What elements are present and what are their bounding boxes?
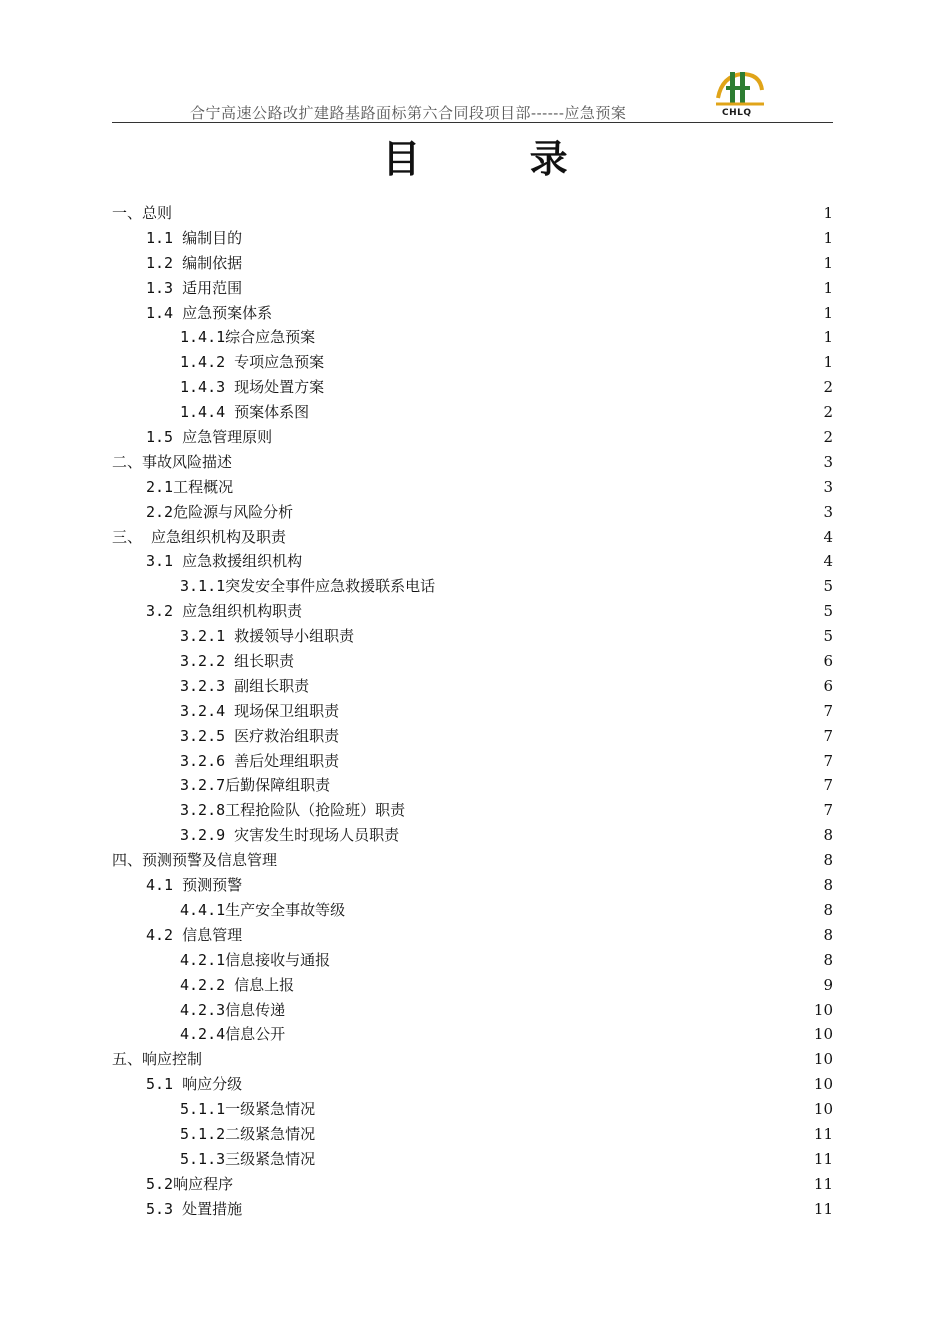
toc-entry[interactable] xyxy=(112,724,833,749)
toc-entry[interactable] xyxy=(112,973,833,998)
toc-entry[interactable] xyxy=(112,998,833,1023)
toc-entry-label: 1.4.3 现场处置方案 xyxy=(180,378,325,397)
toc-entry-page: 10 xyxy=(813,1075,833,1094)
toc-entry[interactable] xyxy=(112,798,833,823)
toc-entry-label: 5.1.2二级紧急情况 xyxy=(180,1124,316,1143)
toc-entry-page: 10 xyxy=(813,1000,833,1019)
toc-entry[interactable] xyxy=(112,624,833,649)
toc-entry[interactable] xyxy=(112,674,833,699)
toc-entry[interactable] xyxy=(112,574,833,599)
toc-entry-label: 1.4.4 预案体系图 xyxy=(180,403,310,422)
toc-entry-page: 11 xyxy=(813,1174,833,1193)
toc-entry[interactable] xyxy=(112,1097,833,1122)
toc-entry[interactable] xyxy=(112,599,833,624)
toc-entry-page: 7 xyxy=(823,726,833,745)
toc-entry-label: 5.1.1一级紧急情况 xyxy=(180,1100,316,1119)
toc-entry[interactable] xyxy=(112,823,833,848)
toc-entry-label: 1.5 应急管理原则 xyxy=(146,428,273,447)
toc-entry[interactable] xyxy=(112,1122,833,1147)
toc-entry-page: 3 xyxy=(823,452,833,471)
toc-entry-label: 四、预测预警及信息管理 xyxy=(112,851,278,870)
toc-entry[interactable] xyxy=(112,848,833,873)
toc-entry-label: 五、响应控制 xyxy=(112,1050,203,1069)
toc-entry-page: 1 xyxy=(823,328,833,347)
toc-entry[interactable] xyxy=(112,201,833,226)
toc-entry-page: 1 xyxy=(823,204,833,222)
toc-entry-page: 6 xyxy=(823,676,833,695)
toc-entry-page: 7 xyxy=(823,801,833,820)
header-title: 合宁高速公路改扩建路基路面标第六合同段项目部------应急预案 xyxy=(190,104,627,122)
toc-entry-label: 3.2.2 组长职责 xyxy=(180,652,295,671)
toc-entry-label: 3.2.1 救援领导小组职责 xyxy=(180,627,355,646)
toc-entry-label: 3.2.3 副组长职责 xyxy=(180,676,310,695)
toc-entry-label: 5.2响应程序 xyxy=(146,1174,234,1193)
toc-entry-page: 4 xyxy=(823,527,833,546)
toc-entry-label: 3.2 应急组织机构职责 xyxy=(146,602,303,621)
toc-entry[interactable] xyxy=(112,475,833,500)
toc-entry-label: 1.3 适用范围 xyxy=(146,278,243,297)
toc-entry-page: 2 xyxy=(823,428,833,447)
toc-entry[interactable] xyxy=(112,699,833,724)
toc-entry-page: 11 xyxy=(813,1199,833,1218)
toc-entry[interactable] xyxy=(112,773,833,798)
toc-entry[interactable] xyxy=(112,251,833,276)
toc-entry-label: 一、总则 xyxy=(112,204,173,222)
toc-entry-label: 2.1工程概况 xyxy=(146,477,234,496)
page-title: 目 录 xyxy=(382,137,616,181)
toc-entry[interactable] xyxy=(112,1022,833,1047)
toc-entry[interactable] xyxy=(112,1197,833,1222)
toc-entry[interactable] xyxy=(112,425,833,450)
toc-entry-label: 1.4.2 专项应急预案 xyxy=(180,353,325,372)
toc-entry-label: 1.4.1综合应急预案 xyxy=(180,328,316,347)
toc-entry-page: 1 xyxy=(823,303,833,322)
toc-entry-page: 2 xyxy=(823,403,833,422)
toc-entry-page: 1 xyxy=(823,278,833,297)
toc-entry[interactable] xyxy=(112,1072,833,1097)
toc-entry-page: 1 xyxy=(823,353,833,372)
toc-entry-page: 3 xyxy=(823,502,833,521)
toc-entry[interactable] xyxy=(112,226,833,251)
toc-entry[interactable] xyxy=(112,1172,833,1197)
toc-entry-label: 4.4.1生产安全事故等级 xyxy=(180,900,346,919)
toc-entry-page: 8 xyxy=(823,851,833,870)
toc-entry[interactable] xyxy=(112,400,833,425)
table-of-contents xyxy=(112,201,833,1222)
toc-entry-page: 4 xyxy=(823,552,833,571)
toc-entry-page: 7 xyxy=(823,701,833,720)
toc-entry-label: 4.2.2 信息上报 xyxy=(180,975,295,994)
toc-entry-label: 二、事故风险描述 xyxy=(112,452,233,471)
toc-entry-page: 8 xyxy=(823,950,833,969)
toc-entry[interactable] xyxy=(112,898,833,923)
toc-entry-page: 5 xyxy=(823,602,833,621)
toc-entry-label: 4.1 预测预警 xyxy=(146,876,243,895)
toc-entry[interactable] xyxy=(112,749,833,774)
toc-entry[interactable] xyxy=(112,873,833,898)
toc-entry[interactable] xyxy=(112,450,833,475)
toc-entry-label: 4.2 信息管理 xyxy=(146,925,243,944)
toc-entry-page: 8 xyxy=(823,826,833,845)
toc-entry-page: 7 xyxy=(823,776,833,795)
toc-entry-label: 3.2.7后勤保障组职责 xyxy=(180,776,331,795)
toc-entry[interactable] xyxy=(112,276,833,301)
toc-entry-label: 1.4 应急预案体系 xyxy=(146,303,273,322)
toc-entry-label: 1.2 编制依据 xyxy=(146,253,243,272)
toc-entry-label: 3.2.8工程抢险队（抢险班）职责 xyxy=(180,801,406,820)
toc-entry-page: 6 xyxy=(823,652,833,671)
toc-entry-label: 1.1 编制目的 xyxy=(146,228,243,247)
toc-entry-page: 8 xyxy=(823,900,833,919)
toc-entry-page: 10 xyxy=(813,1050,833,1069)
toc-entry-label: 三、 应急组织机构及职责 xyxy=(112,527,287,546)
toc-entry-page: 1 xyxy=(823,253,833,272)
toc-entry[interactable] xyxy=(112,325,833,350)
toc-entry-label: 5.1 响应分级 xyxy=(146,1075,243,1094)
toc-entry-page: 11 xyxy=(813,1124,833,1143)
toc-entry-label: 3.1.1突发安全事件应急救援联系电话 xyxy=(180,577,436,596)
toc-entry[interactable] xyxy=(112,1047,833,1072)
toc-entry-label: 3.2.9 灾害发生时现场人员职责 xyxy=(180,826,400,845)
toc-entry-label: 3.2.4 现场保卫组职责 xyxy=(180,701,340,720)
toc-entry-label: 3.1 应急救援组织机构 xyxy=(146,552,303,571)
toc-entry[interactable] xyxy=(112,375,833,400)
toc-entry-label: 4.2.3信息传递 xyxy=(180,1000,286,1019)
toc-entry[interactable] xyxy=(112,948,833,973)
toc-entry-page: 10 xyxy=(813,1025,833,1044)
toc-entry[interactable] xyxy=(112,500,833,525)
toc-entry[interactable] xyxy=(112,301,833,326)
toc-entry-label: 2.2危险源与风险分析 xyxy=(146,502,294,521)
logo-text: CHLQ xyxy=(722,108,752,118)
toc-entry-page: 11 xyxy=(813,1149,833,1168)
toc-entry-page: 5 xyxy=(823,577,833,596)
toc-entry[interactable] xyxy=(112,649,833,674)
toc-entry[interactable] xyxy=(112,525,833,550)
chlq-logo-icon xyxy=(712,68,768,110)
toc-entry-label: 3.2.5 医疗救治组职责 xyxy=(180,726,340,745)
chlq-logo xyxy=(712,68,768,120)
toc-entry-page: 2 xyxy=(823,378,833,397)
toc-entry-page: 8 xyxy=(823,876,833,895)
toc-entry[interactable] xyxy=(112,923,833,948)
toc-entry-page: 7 xyxy=(823,751,833,770)
toc-entry-page: 8 xyxy=(823,925,833,944)
toc-entry-page: 9 xyxy=(823,975,833,994)
toc-entry-label: 5.3 处置措施 xyxy=(146,1199,243,1218)
toc-entry-label: 4.2.1信息接收与通报 xyxy=(180,950,331,969)
toc-entry[interactable] xyxy=(112,549,833,574)
page-header xyxy=(112,66,833,123)
toc-entry-label: 4.2.4信息公开 xyxy=(180,1025,286,1044)
toc-entry-page: 1 xyxy=(823,228,833,247)
toc-entry-page: 5 xyxy=(823,627,833,646)
toc-entry[interactable] xyxy=(112,350,833,375)
toc-entry-label: 5.1.3三级紧急情况 xyxy=(180,1149,316,1168)
toc-entry-label: 3.2.6 善后处理组职责 xyxy=(180,751,340,770)
toc-entry-page: 3 xyxy=(823,477,833,496)
toc-entry-page: 10 xyxy=(813,1100,833,1119)
toc-entry[interactable] xyxy=(112,1147,833,1172)
